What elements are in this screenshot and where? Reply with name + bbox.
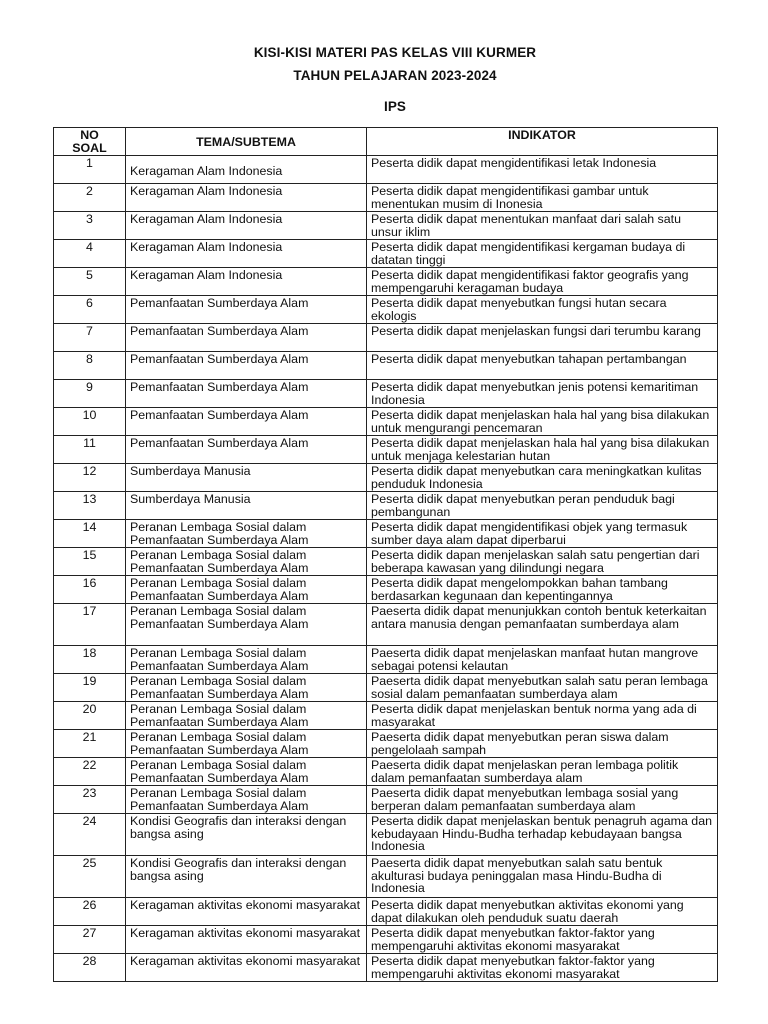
document-subtitle-year: TAHUN PELAJARAN 2023-2024 <box>293 68 497 83</box>
row-number: 25 <box>54 856 126 898</box>
row-indikator: Paeserta didik dapat menyebutkan lembaga sosial yang berperan dalam pemanfaatan sumberdaya alam <box>367 786 718 814</box>
row-number: 5 <box>54 268 126 296</box>
row-number: 23 <box>54 786 126 814</box>
row-indikator: Peserta didik dapat menjelaskan bentuk penagruh agama dan kebudayaan Hindu-Budha terhadap kebudayaan bangsa Indonesia <box>367 814 718 856</box>
row-indikator: Paeserta didik dapat menjelaskan manfaat hutan mangrove sebagai potensi kelautan <box>367 646 718 674</box>
row-number: 7 <box>54 324 126 352</box>
row-number: 3 <box>54 212 126 240</box>
row-tema: Pemanfaatan Sumberdaya Alam <box>126 352 367 380</box>
table-row <box>54 156 718 184</box>
document-title: KISI-KISI MATERI PAS KELAS VIII KURMER <box>253 45 537 60</box>
row-indikator: Peserta didik dapat menjelaskan hala hal yang bisa dilakukan untuk mengurangi pencemaran <box>367 408 718 436</box>
row-tema: Pemanfaatan Sumberdaya Alam <box>126 380 367 408</box>
row-number: 10 <box>54 408 126 436</box>
table-row <box>54 380 718 408</box>
row-tema: Pemanfaatan Sumberdaya Alam <box>126 408 367 436</box>
row-indikator: Peserta didik dapan menjelaskan salah satu pengertian dari beberapa kawasan yang dilindungi negara <box>367 548 718 576</box>
header-indikator: INDIKATOR <box>367 128 718 156</box>
table-row <box>54 436 718 464</box>
table-row <box>54 268 718 296</box>
table-row <box>54 352 718 380</box>
row-indikator: Peserta didik dapat mengidentifikasi letak Indonesia <box>367 156 718 184</box>
header-no-line2: SOAL <box>72 140 107 155</box>
row-tema: Kondisi Geografis dan interaksi dengan bangsa asing <box>126 814 367 856</box>
row-indikator: Peserta didik dapat menyebutkan fungsi hutan secara ekologis <box>367 296 718 324</box>
row-number: 26 <box>54 898 126 926</box>
row-number: 6 <box>54 296 126 324</box>
table-row <box>54 576 718 604</box>
row-number: 16 <box>54 576 126 604</box>
table-row <box>54 212 718 240</box>
kisi-kisi-table <box>53 127 718 982</box>
table-row <box>54 464 718 492</box>
row-number: 21 <box>54 730 126 758</box>
row-number: 28 <box>54 954 126 982</box>
table-row <box>54 324 718 352</box>
table-row <box>54 184 718 212</box>
row-number: 17 <box>54 604 126 646</box>
table-row <box>54 730 718 758</box>
row-number: 9 <box>54 380 126 408</box>
row-number: 11 <box>54 436 126 464</box>
row-tema: Keragaman Alam Indonesia <box>126 268 367 296</box>
table-row <box>54 786 718 814</box>
row-indikator: Peserta didik dapat mengelompokkan bahan tambang berdasarkan kegunaan dan kepentingannya <box>367 576 718 604</box>
row-number: 12 <box>54 464 126 492</box>
row-tema: Pemanfaatan Sumberdaya Alam <box>126 324 367 352</box>
row-tema: Peranan Lembaga Sosial dalam Pemanfaatan Sumberdaya Alam <box>126 646 367 674</box>
table-row <box>54 814 718 856</box>
row-number: 15 <box>54 548 126 576</box>
row-indikator: Peserta didik dapat menyebutkan faktor-faktor yang mempengaruhi aktivitas ekonomi masyarakat <box>367 954 718 982</box>
row-tema: Peranan Lembaga Sosial dalam Pemanfaatan Sumberdaya Alam <box>126 576 367 604</box>
row-number: 4 <box>54 240 126 268</box>
row-indikator: Paeserta didik dapat menyebutkan salah satu bentuk akulturasi budaya peninggalan masa Hindu-Budha di Indonesia <box>367 856 718 898</box>
row-number: 22 <box>54 758 126 786</box>
table-row <box>54 604 718 646</box>
row-indikator: Peserta didik dapat mengidentifikasi objek yang termasuk sumber daya alam dapat diperbarui <box>367 520 718 548</box>
row-indikator: Peserta didik dapat mengidentifikasi faktor geografis yang mempengaruhi keragaman budaya <box>367 268 718 296</box>
table-row <box>54 674 718 702</box>
table-row <box>54 492 718 520</box>
row-indikator: Peserta didik dapat menentukan manfaat dari salah satu unsur iklim <box>367 212 718 240</box>
table-row <box>54 520 718 548</box>
row-indikator: Paeserta didik dapat menunjukkan contoh bentuk keterkaitan antara manusia dengan pemanfaatan sumberdaya alam <box>367 604 718 646</box>
row-number: 20 <box>54 702 126 730</box>
row-indikator: Peserta didik dapat menyebutkan tahapan pertambangan <box>367 352 718 380</box>
document-subject: IPS <box>383 99 407 114</box>
table-row <box>54 702 718 730</box>
row-number: 14 <box>54 520 126 548</box>
row-tema: Sumberdaya Manusia <box>126 492 367 520</box>
row-tema: Peranan Lembaga Sosial dalam Pemanfaatan Sumberdaya Alam <box>126 604 367 646</box>
row-indikator: Peserta didik dapat mengidentifikasi kergaman budaya di datatan tinggi <box>367 240 718 268</box>
row-indikator: Peserta didik dapat menyebutkan peran penduduk bagi pembangunan <box>367 492 718 520</box>
row-indikator: Peserta didik dapat menjelaskan hala hal yang bisa dilakukan untuk menjaga kelestarian hutan <box>367 436 718 464</box>
header-no-line1: NO <box>80 128 99 142</box>
table-row <box>54 408 718 436</box>
row-number: 13 <box>54 492 126 520</box>
row-tema: Sumberdaya Manusia <box>126 464 367 492</box>
table-row <box>54 646 718 674</box>
row-tema: Keragaman aktivitas ekonomi masyarakat <box>126 954 367 982</box>
row-number: 18 <box>54 646 126 674</box>
row-indikator: Paeserta didik dapat menyebutkan peran siswa dalam pengelolaah sampah <box>367 730 718 758</box>
row-indikator: Peserta didik dapat menjelaskan bentuk norma yang ada di masyarakat <box>367 702 718 730</box>
row-number: 19 <box>54 674 126 702</box>
header-tema-subtema: TEMA/SUBTEMA <box>126 128 367 156</box>
row-tema: Peranan Lembaga Sosial dalam Pemanfaatan Sumberdaya Alam <box>126 520 367 548</box>
row-tema: Keragaman Alam Indonesia <box>126 240 367 268</box>
row-number: 27 <box>54 926 126 954</box>
table-row <box>54 240 718 268</box>
row-tema: Kondisi Geografis dan interaksi dengan bangsa asing <box>126 856 367 898</box>
row-indikator: Paeserta didik dapat menyebutkan salah satu peran lembaga sosial dalam pemanfaatan sumberdaya alam <box>367 674 718 702</box>
row-tema: Peranan Lembaga Sosial dalam Pemanfaatan Sumberdaya Alam <box>126 674 367 702</box>
table-row <box>54 954 718 982</box>
row-indikator: Peserta didik dapat menyebutkan jenis potensi kemaritiman Indonesia <box>367 380 718 408</box>
header-no-soal <box>54 128 126 156</box>
row-indikator: Peserta didik dapat menjelaskan fungsi dari terumbu karang <box>367 324 718 352</box>
row-tema: Peranan Lembaga Sosial dalam Pemanfaatan Sumberdaya Alam <box>126 730 367 758</box>
row-tema: Keragaman aktivitas ekonomi masyarakat <box>126 898 367 926</box>
row-number: 24 <box>54 814 126 856</box>
row-tema: Peranan Lembaga Sosial dalam Pemanfaatan Sumberdaya Alam <box>126 786 367 814</box>
row-tema: Pemanfaatan Sumberdaya Alam <box>126 296 367 324</box>
table-row <box>54 296 718 324</box>
table-header-row <box>54 128 718 156</box>
row-indikator: Peserta didik dapat menyebutkan cara meningkatkan kulitas penduduk Indonesia <box>367 464 718 492</box>
table-row <box>54 758 718 786</box>
row-indikator: Peserta didik dapat mengidentifikasi gambar untuk menentukan musim di Inonesia <box>367 184 718 212</box>
row-tema: Keragaman Alam Indonesia <box>126 156 367 184</box>
row-tema: Keragaman Alam Indonesia <box>126 184 367 212</box>
row-number: 8 <box>54 352 126 380</box>
row-tema: Peranan Lembaga Sosial dalam Pemanfaatan Sumberdaya Alam <box>126 548 367 576</box>
table-body <box>54 156 718 982</box>
row-tema: Peranan Lembaga Sosial dalam Pemanfaatan Sumberdaya Alam <box>126 758 367 786</box>
row-indikator: Peserta didik dapat menyebutkan faktor-faktor yang mempengaruhi aktivitas ekonomi masyarakat <box>367 926 718 954</box>
row-number: 2 <box>54 184 126 212</box>
row-tema: Pemanfaatan Sumberdaya Alam <box>126 436 367 464</box>
table-row <box>54 548 718 576</box>
row-indikator: Paeserta didik dapat menjelaskan peran lembaga politik dalam pemanfaatan sumberdaya alam <box>367 758 718 786</box>
table-row <box>54 856 718 898</box>
row-tema: Peranan Lembaga Sosial dalam Pemanfaatan Sumberdaya Alam <box>126 702 367 730</box>
row-indikator: Peserta didik dapat menyebutkan aktivitas ekonomi yang dapat dilakukan oleh penduduk suatu daerah <box>367 898 718 926</box>
row-tema: Keragaman Alam Indonesia <box>126 212 367 240</box>
table-row <box>54 898 718 926</box>
row-tema: Keragaman aktivitas ekonomi masyarakat <box>126 926 367 954</box>
row-number: 1 <box>54 156 126 184</box>
table-row <box>54 926 718 954</box>
